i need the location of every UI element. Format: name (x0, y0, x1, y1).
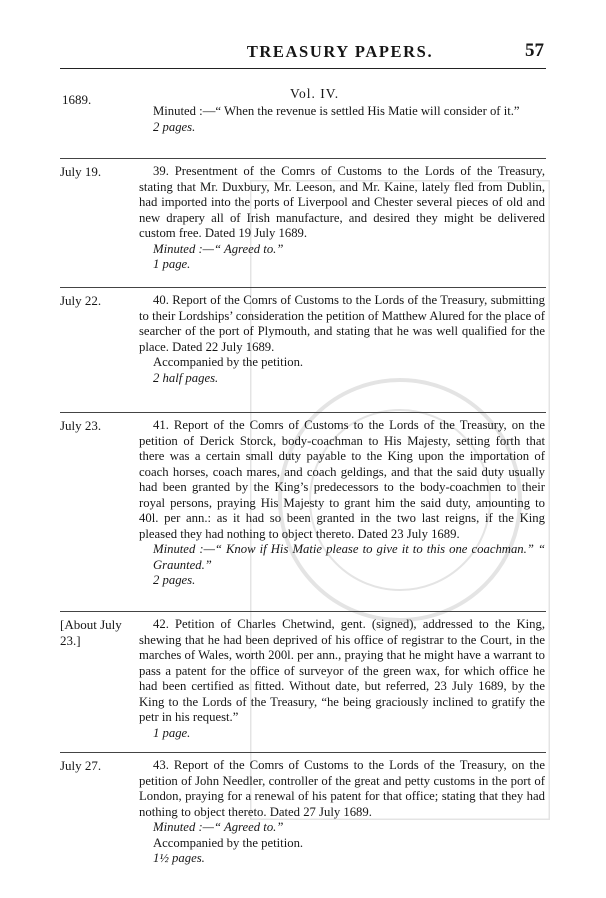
margin-year: 1689. (62, 92, 92, 107)
entry-continuation (139, 104, 545, 135)
header-rule (60, 68, 546, 69)
entry-pages: 2 pages. (153, 573, 196, 587)
entry-date: July 19. (60, 164, 102, 179)
entry-date: [About July 23.] (60, 617, 122, 648)
entry-accompanied: Accompanied by the petition. (153, 835, 304, 850)
entry-minuted: Minuted :—“ Know if His Matie please to give it to this one coachman.” “ Graunted.” (153, 542, 545, 572)
page-number: 57 (525, 40, 544, 61)
entry-pages: 1½ pages. (153, 851, 205, 865)
running-head: TREASURY PAPERS. (246, 42, 434, 61)
entry-divider (60, 158, 546, 159)
entry-43 (139, 758, 545, 867)
entry-pages: 2 pages. (153, 119, 196, 134)
entry-text: 41. Report of the Comrs of Customs to the Lords of the Treasury, on the petition of Derick Storck, body-coachman to His Majesty, setting forth that there was a certain small duty payable to the King upon the importation of coach horses, coach mares, and coach geldings, and that the said duty usually had been granted by the King’s predecessors to the body-coachmen to their royal persons, praying His Majesty to grant him the said duty, amounting to 40l. per ann.: as it had so been granted in the two last reigns, if the King pleased they had nothing to object thereto. Dated 23 July 1689. (139, 418, 545, 541)
entry-minuted: Minuted :—“ When the revenue is settled His Matie will consider of it.” (153, 104, 520, 118)
entry-date: July 27. (60, 758, 102, 773)
entry-divider (60, 287, 546, 288)
entry-41 (139, 418, 545, 589)
entry-pages: 1 page. (153, 725, 191, 740)
entry-text: 40. Report of the Comrs of Customs to the Lords of the Treasury, submitting to their Lordships’ consideration the petition of Matthew Alured for the place of searcher of the port of Plymouth, and stating that he was well qualified for the place. Dated 22 July 1689. (139, 293, 545, 354)
entry-text: 42. Petition of Charles Chetwind, gent. (signed), addressed to the King, shewing that he had been deprived of his office of registrar to the Court, in the marches of Wales, worth 200l. per ann., praying that he might have a warrant to pass a patent for the office of surveyor of the green wax, for which office he had been certified as fitted. Without date, but referred, 23 July 1689, by the King to the Lords of the Treasury, “he being graciously inclined to gratify the petr in his request.” (139, 617, 545, 724)
entry-date: July 22. (60, 293, 102, 308)
volume-label: Vol. IV. (290, 86, 340, 101)
entry-pages: 1 page. (153, 257, 191, 271)
entry-accompanied: Accompanied by the petition. (153, 355, 304, 369)
entry-40 (139, 293, 545, 386)
entry-minuted: Minuted :—“ Agreed to.” (153, 241, 284, 256)
entry-text: 39. Presentment of the Comrs of Customs to the Lords of the Treasury, stating that Mr. Duxbury, Mr. Leeson, and Mr. Kaine, lately fled from Dublin, had imported into the ports of Liverpool and Chester several pieces of old and new drapery all of Irish manufacture, and desired they might be delivered custom free. Dated 19 July 1689. (139, 164, 545, 240)
entry-42 (139, 617, 545, 741)
entry-text: 43. Report of the Comrs of Customs to the Lords of the Treasury, on the petition of John Needler, controller of the great and petty customs in the port of London, praying for a renewal of his patent for that office; stating that they had nothing to object thereto. Dated 27 July 1689. (139, 758, 545, 819)
entry-39 (139, 164, 545, 273)
entry-minuted: Minuted :—“ Agreed to.” (153, 820, 284, 834)
entry-divider (60, 412, 546, 413)
entry-pages: 2 half pages. (153, 370, 219, 385)
entry-divider (60, 611, 546, 612)
entry-divider (60, 752, 546, 753)
entry-date: July 23. (60, 418, 102, 433)
